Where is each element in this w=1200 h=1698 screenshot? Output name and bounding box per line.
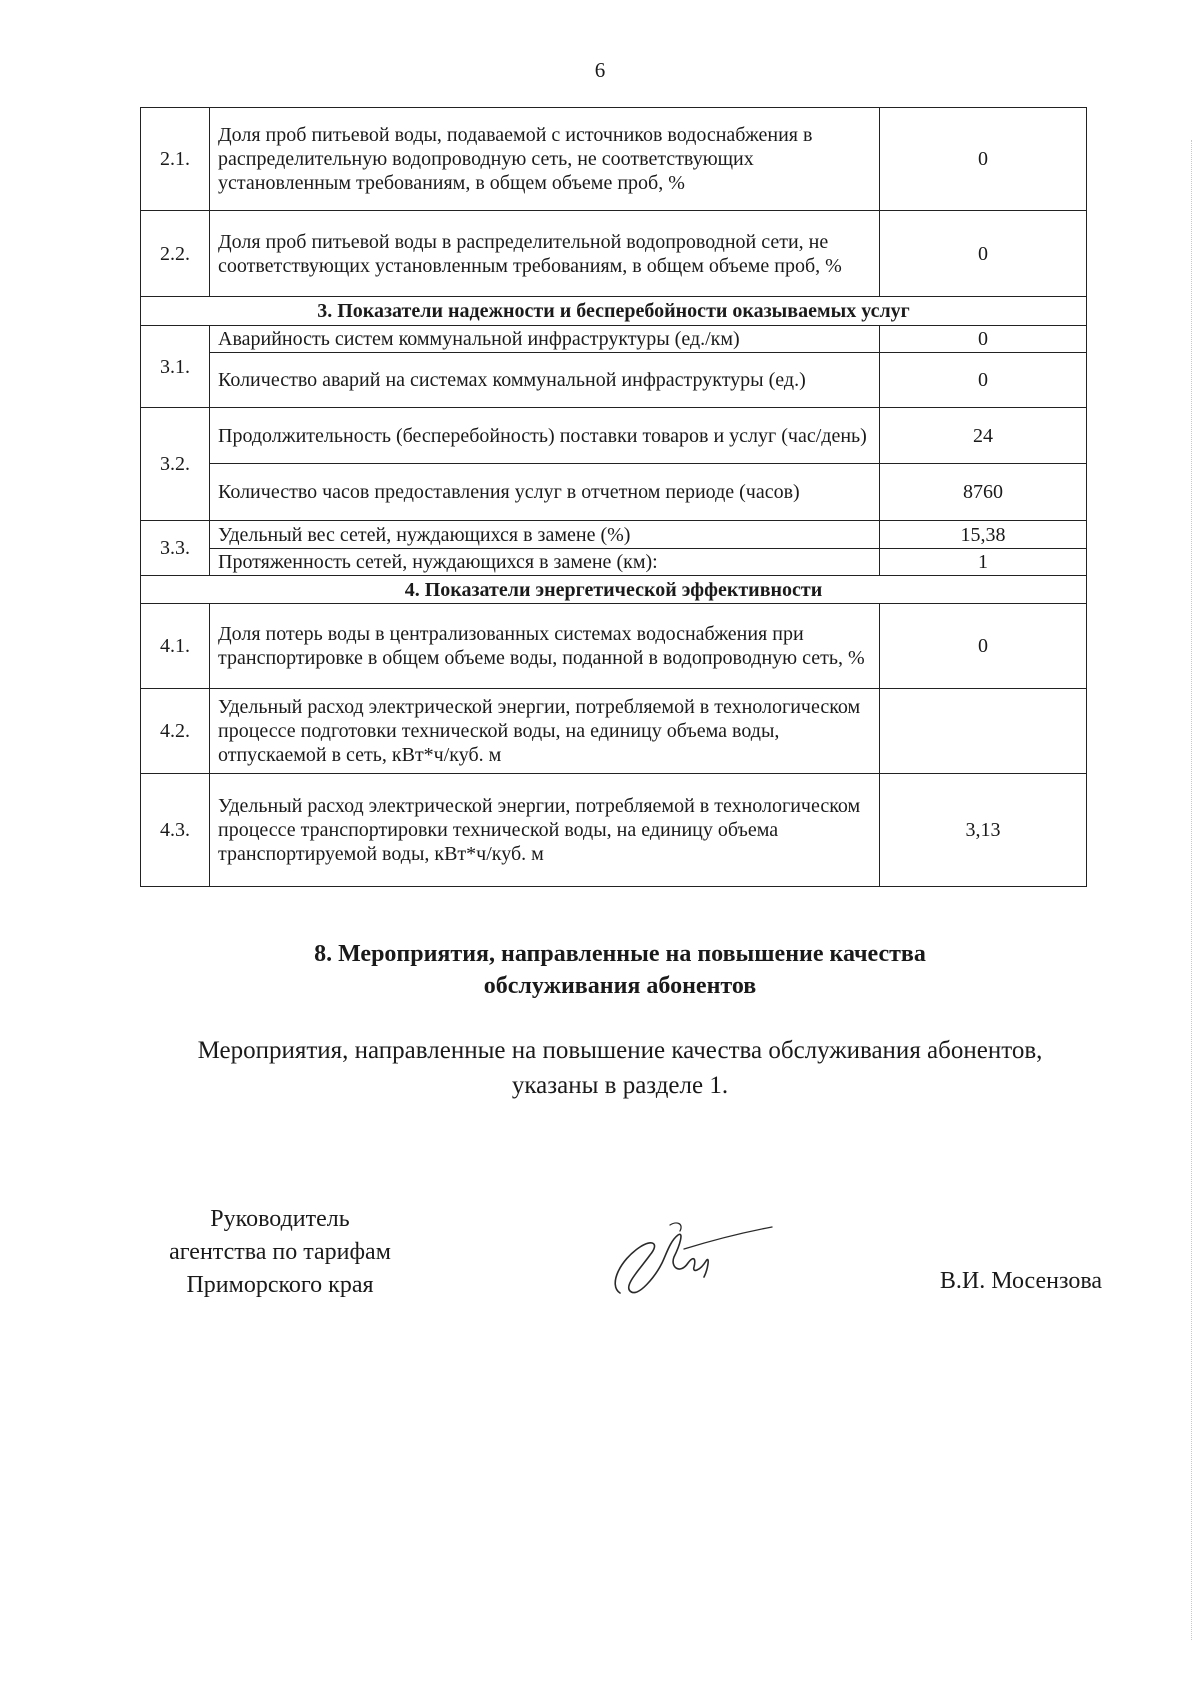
signer-title-line: Приморского края bbox=[186, 1272, 374, 1298]
row-description: Удельный вес сетей, нуждающихся в замене (%) bbox=[210, 521, 880, 549]
row-value: 1 bbox=[880, 549, 1087, 576]
table-row bbox=[141, 521, 1087, 549]
table-subrow bbox=[141, 353, 1087, 408]
row-value: 0 bbox=[880, 211, 1087, 297]
row-number: 3.3. bbox=[141, 521, 210, 576]
row-number: 4.2. bbox=[141, 689, 210, 774]
row-number: 3.2. bbox=[141, 408, 210, 521]
body-line: Мероприятия, направленные на повышение качества обслуживания абонентов, bbox=[197, 1037, 1043, 1064]
page-number: 6 bbox=[594, 58, 606, 82]
signer-title-line: агентства по тарифам bbox=[169, 1239, 391, 1265]
section-title-line: обслуживания абонентов bbox=[483, 973, 757, 999]
handwritten-signature bbox=[600, 1215, 780, 1305]
row-description: Доля проб питьевой воды в распределительной водопроводной сети, не соответствующих установленным требованиям, в общем объеме проб, % bbox=[210, 211, 880, 297]
table-subrow bbox=[141, 464, 1087, 521]
section-header: 4. Показатели энергетической эффективности bbox=[141, 576, 1087, 604]
row-number: 3.1. bbox=[141, 326, 210, 408]
signer-title bbox=[140, 1203, 420, 1302]
row-description: Количество аварий на системах коммунальной инфраструктуры (ед.) bbox=[210, 353, 880, 408]
row-number: 2.1. bbox=[141, 108, 210, 211]
section-header-row bbox=[141, 297, 1087, 326]
section-title-line: 8. Мероприятия, направленные на повышение качества bbox=[314, 941, 926, 967]
scan-edge-mark bbox=[1190, 140, 1192, 1640]
row-value: 0 bbox=[880, 604, 1087, 689]
row-value: 15,38 bbox=[880, 521, 1087, 549]
row-description: Количество часов предоставления услуг в отчетном периоде (часов) bbox=[210, 464, 880, 521]
row-description: Аварийность систем коммунальной инфраструктуры (ед./км) bbox=[210, 326, 880, 353]
table-row bbox=[141, 774, 1087, 887]
row-description: Доля потерь воды в централизованных системах водоснабжения при транспортировке в общем объеме воды, поданной в водопроводную сеть, % bbox=[210, 604, 880, 689]
row-value bbox=[880, 689, 1087, 774]
signer-title-line: Руководитель bbox=[210, 1206, 350, 1232]
row-value: 24 bbox=[880, 408, 1087, 464]
table-row bbox=[141, 604, 1087, 689]
row-description: Удельный расход электрической энергии, потребляемой в технологическом процессе транспортировки технической воды, на единицу объема транспортируемой воды, кВт*ч/куб. м bbox=[210, 774, 880, 887]
row-description: Протяженность сетей, нуждающихся в замене (км): bbox=[210, 549, 880, 576]
signer-name: В.И. Мосензова bbox=[939, 1268, 1102, 1294]
row-description: Продолжительность (бесперебойность) поставки товаров и услуг (час/день) bbox=[210, 408, 880, 464]
table-row bbox=[141, 211, 1087, 297]
row-value: 8760 bbox=[880, 464, 1087, 521]
table-row bbox=[141, 689, 1087, 774]
row-number: 4.1. bbox=[141, 604, 210, 689]
row-value: 3,13 bbox=[880, 774, 1087, 887]
row-number: 4.3. bbox=[141, 774, 210, 887]
table-row bbox=[141, 408, 1087, 464]
indicators-table bbox=[140, 107, 1087, 887]
row-description: Доля проб питьевой воды, подаваемой с источников водоснабжения в распределительную водопроводную сеть, не соответствующих установленным требованиям, в общем объеме проб, % bbox=[210, 108, 880, 211]
body-line: указаны в разделе 1. bbox=[511, 1072, 729, 1099]
body-paragraph bbox=[140, 1033, 1100, 1103]
row-value: 0 bbox=[880, 326, 1087, 353]
section-header-row bbox=[141, 576, 1087, 604]
row-number: 2.2. bbox=[141, 211, 210, 297]
table-row bbox=[141, 108, 1087, 211]
table-subrow bbox=[141, 549, 1087, 576]
row-value: 0 bbox=[880, 108, 1087, 211]
section-title bbox=[200, 938, 1040, 1002]
row-value: 0 bbox=[880, 353, 1087, 408]
table-row bbox=[141, 326, 1087, 353]
row-description: Удельный расход электрической энергии, потребляемой в технологическом процессе подготовки технической воды, на единицу объема воды, отпускаемой в сеть, кВт*ч/куб. м bbox=[210, 689, 880, 774]
section-header: 3. Показатели надежности и бесперебойности оказываемых услуг bbox=[141, 297, 1087, 326]
